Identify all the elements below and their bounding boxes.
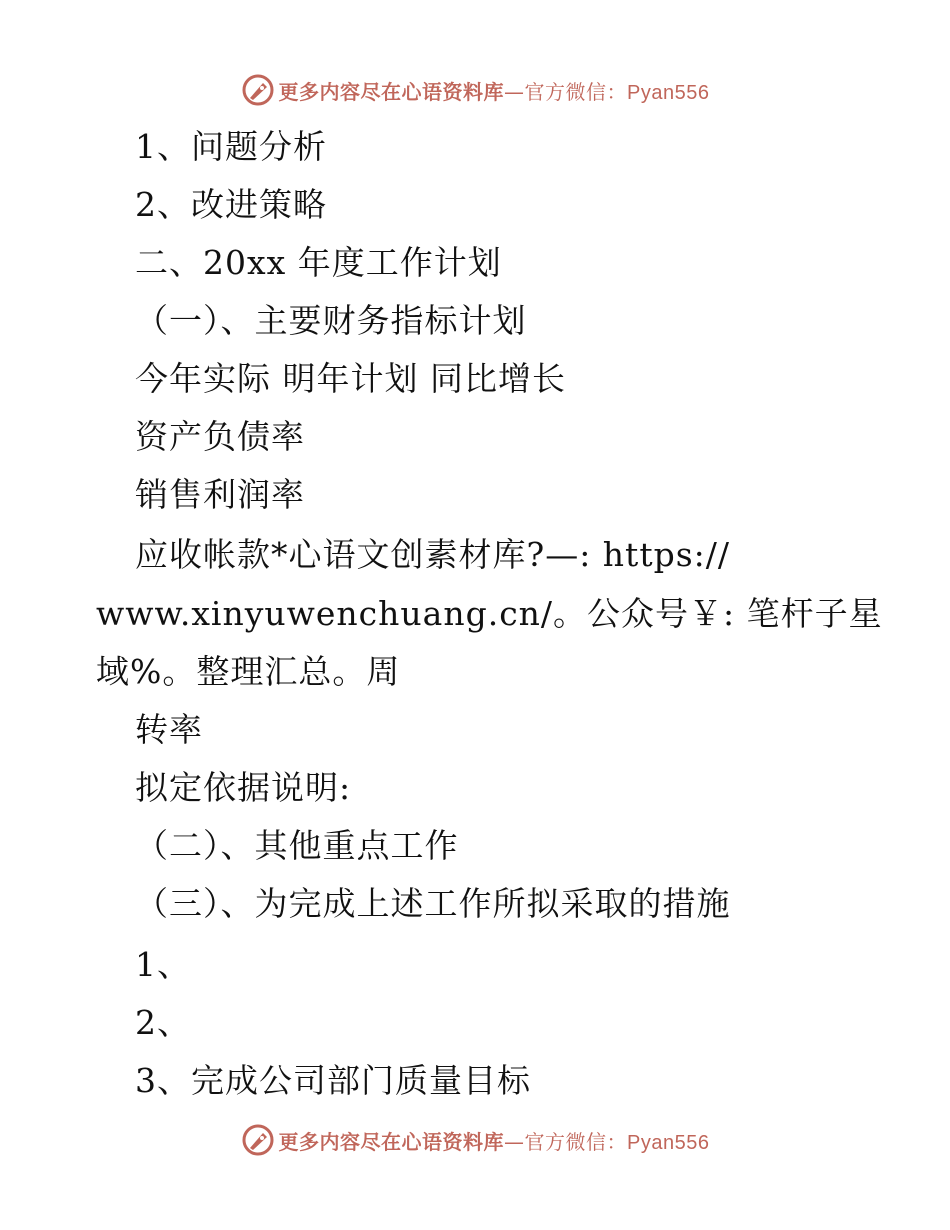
watermark-dash: — (504, 79, 525, 104)
watermark-text (279, 1126, 710, 1155)
line-quality-target: 3、完成公司部门质量目标 (135, 1061, 531, 1100)
watermark-main: 更多内容尽在心语资料库 (278, 79, 505, 104)
line-debt-ratio: 资产负债率 (135, 417, 305, 456)
header-watermark (0, 70, 950, 110)
line-item-2: 2、 (135, 1003, 191, 1042)
pen-nib-logo-icon (241, 1123, 275, 1157)
line-problem-analysis: 1、问题分析 (135, 127, 327, 166)
line-measures-heading: （三）、为完成上述工作所拟采取的措施 (135, 884, 731, 923)
line-turnover-rate: 转率 (135, 710, 203, 749)
footer-watermark (0, 1120, 950, 1160)
line-table-columns: 今年实际 明年计划 同比增长 (135, 359, 566, 398)
line-compiled-note: 域%。整理汇总。周 (96, 652, 401, 691)
line-financial-indicators-heading: （一）、主要财务指标计划 (135, 301, 527, 340)
line-receivables-link: 应收帐款*心语文创素材库?—: https:// (135, 535, 730, 574)
watermark-official: 官方微信： (524, 79, 628, 104)
line-improvement-strategy: 2、改进策略 (135, 185, 327, 224)
line-basis-explanation: 拟定依据说明: (135, 768, 352, 807)
line-profit-margin: 销售利润率 (135, 475, 305, 514)
watermark-dash: — (504, 1129, 525, 1154)
line-item-1: 1、 (135, 945, 191, 984)
watermark-official: 官方微信： (524, 1129, 628, 1154)
line-website-wechat: www.xinyuwenchuang.cn/。公众号￥: 笔杆子星 (96, 594, 883, 633)
watermark-handle: Pyan556 (627, 1131, 710, 1154)
line-other-work-heading: （二）、其他重点工作 (135, 826, 459, 865)
watermark-main: 更多内容尽在心语资料库 (278, 1129, 505, 1154)
watermark-text (279, 76, 710, 105)
line-annual-plan-heading: 二、20xx 年度工作计划 (135, 243, 502, 282)
pen-nib-logo-icon (241, 73, 275, 107)
watermark-handle: Pyan556 (627, 81, 710, 104)
